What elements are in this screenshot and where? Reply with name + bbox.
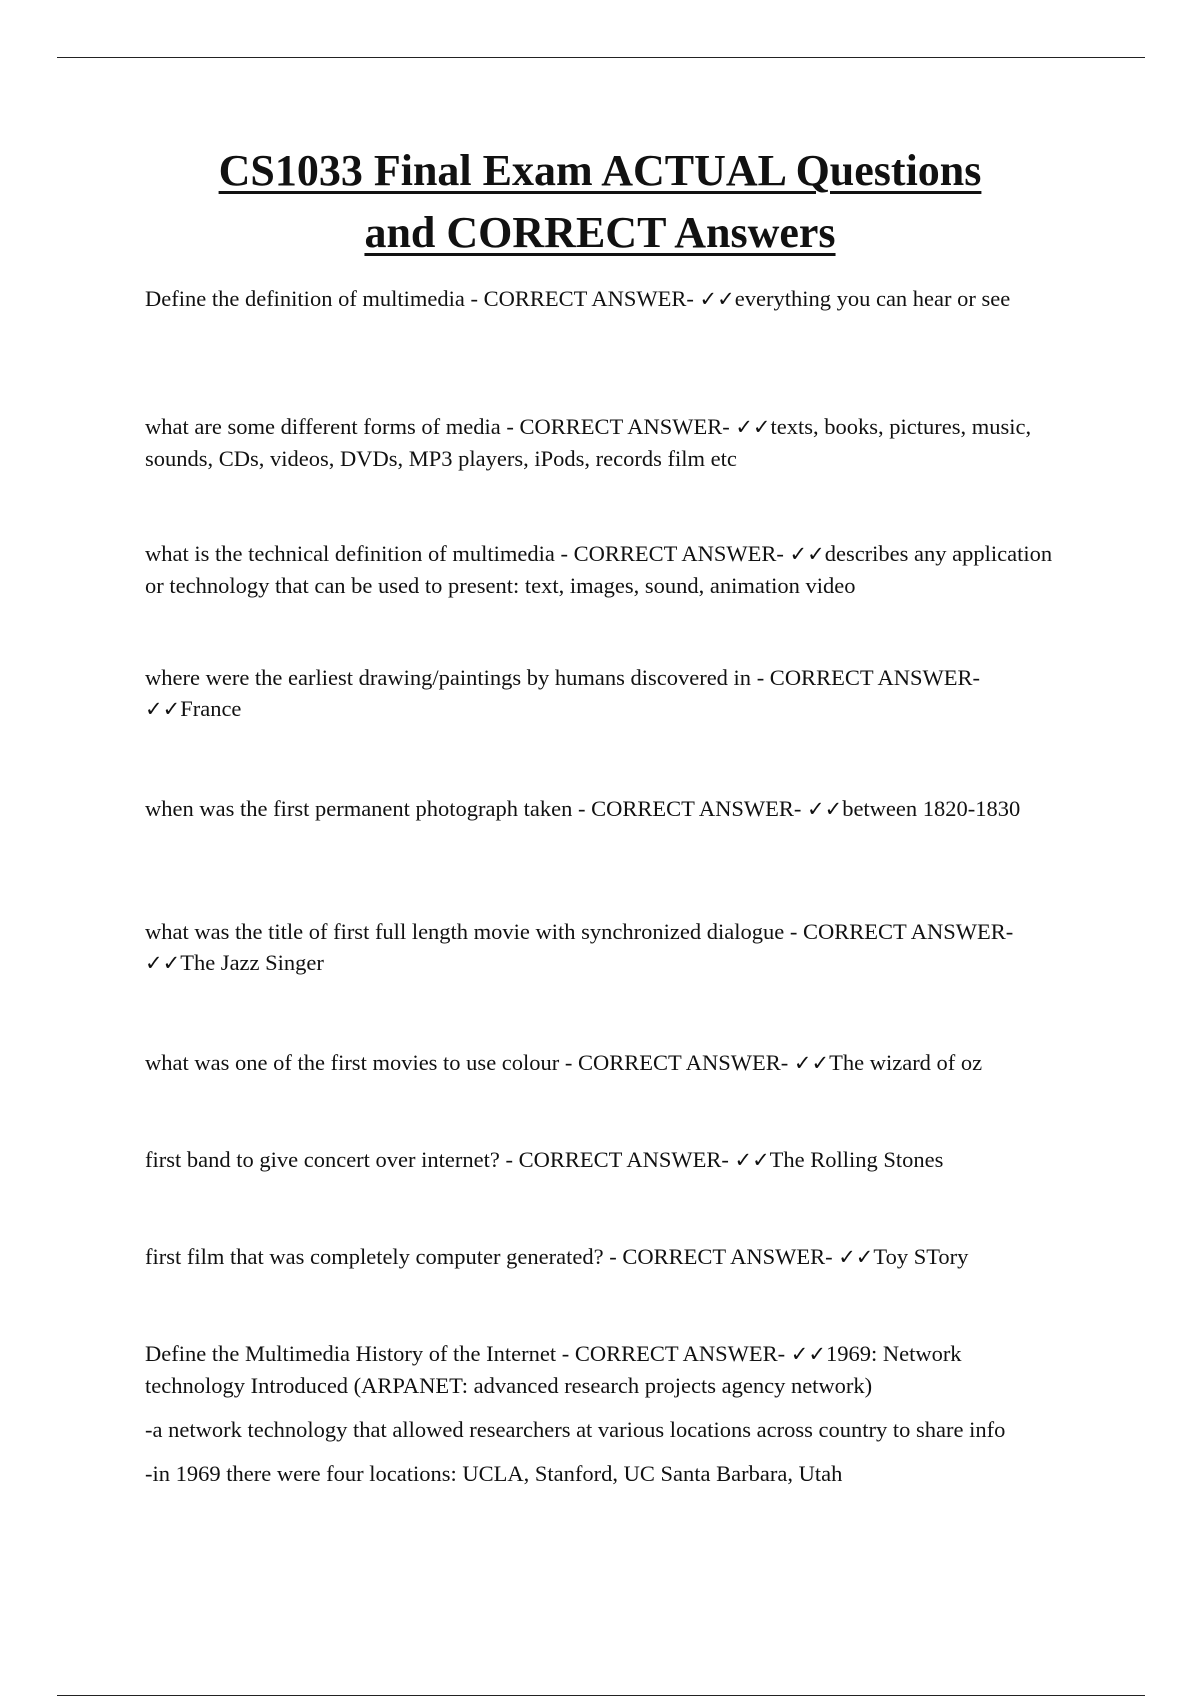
answer-text: between 1820-1830 bbox=[842, 796, 1021, 821]
double-check-icon: ✓✓ bbox=[145, 951, 181, 975]
qa-item bbox=[145, 916, 1060, 979]
question-text: what is the technical definition of multimedia bbox=[145, 541, 555, 566]
double-check-icon: ✓✓ bbox=[145, 697, 181, 721]
double-check-icon: ✓✓ bbox=[699, 287, 735, 311]
question-text: Define the Multimedia History of the Internet bbox=[145, 1341, 557, 1366]
page-title-line-1: CS1033 Final Exam ACTUAL Questions bbox=[218, 146, 982, 195]
answer-text: The wizard of oz bbox=[829, 1050, 983, 1075]
question-text: when was the first permanent photograph taken bbox=[145, 796, 573, 821]
qa-item bbox=[145, 283, 1060, 315]
double-check-icon: ✓✓ bbox=[735, 415, 771, 439]
double-check-icon: ✓✓ bbox=[793, 1051, 830, 1075]
answer-separator: - CORRECT ANSWER- bbox=[559, 1050, 794, 1075]
answer-text: 1969: Network technology Introduced (ARPANET: advanced research projects agency network) bbox=[145, 1341, 962, 1398]
qa-item bbox=[145, 1338, 1060, 1489]
answer-separator: - CORRECT ANSWER- bbox=[784, 919, 1014, 944]
qa-item bbox=[145, 1047, 1060, 1079]
double-check-icon: ✓✓ bbox=[838, 1245, 874, 1269]
answer-separator: - CORRECT ANSWER- bbox=[500, 414, 736, 439]
question-text: first band to give concert over internet? bbox=[145, 1147, 500, 1172]
top-rule bbox=[57, 57, 1145, 58]
page-title-line-2: and CORRECT Answers bbox=[364, 208, 836, 257]
answer-detail: -in 1969 there were four locations: UCLA, Stanford, UC Santa Barbara, Utah bbox=[145, 1461, 843, 1486]
answer-text: texts, books, pictures, music, sounds, CDs, videos, DVDs, MP3 players, iPods, records film etc bbox=[145, 414, 1032, 471]
answer-text: France bbox=[180, 696, 242, 721]
bottom-rule bbox=[57, 1695, 1145, 1696]
qa-item bbox=[145, 793, 1060, 825]
qa-item bbox=[145, 538, 1060, 601]
answer-separator: - CORRECT ANSWER- bbox=[499, 1147, 735, 1172]
double-check-icon: ✓✓ bbox=[790, 1342, 826, 1366]
answer-detail: -a network technology that allowed researchers at various locations across country to share info bbox=[145, 1417, 1006, 1442]
page-title bbox=[100, 140, 1100, 264]
answer-text: The Jazz Singer bbox=[180, 950, 324, 975]
qa-item bbox=[145, 411, 1060, 474]
answer-separator: - CORRECT ANSWER- bbox=[751, 665, 981, 690]
double-check-icon: ✓✓ bbox=[806, 797, 843, 821]
question-text: Define the definition of multimedia bbox=[145, 286, 465, 311]
answer-text: The Rolling Stones bbox=[769, 1147, 944, 1172]
answer-separator: - CORRECT ANSWER- bbox=[554, 541, 790, 566]
double-check-icon: ✓✓ bbox=[789, 542, 825, 566]
question-text: what are some different forms of media bbox=[145, 414, 501, 439]
double-check-icon: ✓✓ bbox=[734, 1148, 770, 1172]
answer-separator: - CORRECT ANSWER- bbox=[464, 286, 700, 311]
question-text: what was one of the first movies to use colour bbox=[145, 1050, 560, 1075]
question-text: first film that was completely computer generated? bbox=[145, 1244, 604, 1269]
answer-text: everything you can hear or see bbox=[734, 286, 1011, 311]
qa-item bbox=[145, 1144, 1060, 1176]
question-text: where were the earliest drawing/paintings by humans discovered in bbox=[145, 665, 752, 690]
qa-item bbox=[145, 662, 1060, 725]
answer-separator: - CORRECT ANSWER- bbox=[556, 1341, 791, 1366]
question-text: what was the title of first full length movie with synchronized dialogue bbox=[145, 919, 785, 944]
answer-text: Toy STory bbox=[873, 1244, 969, 1269]
answer-text: describes any application or technology that can be used to present: text, images, sound, animation video bbox=[145, 541, 1053, 598]
answer-separator: - CORRECT ANSWER- bbox=[572, 796, 807, 821]
answer-separator: - CORRECT ANSWER- bbox=[603, 1244, 839, 1269]
qa-item bbox=[145, 1241, 1060, 1273]
